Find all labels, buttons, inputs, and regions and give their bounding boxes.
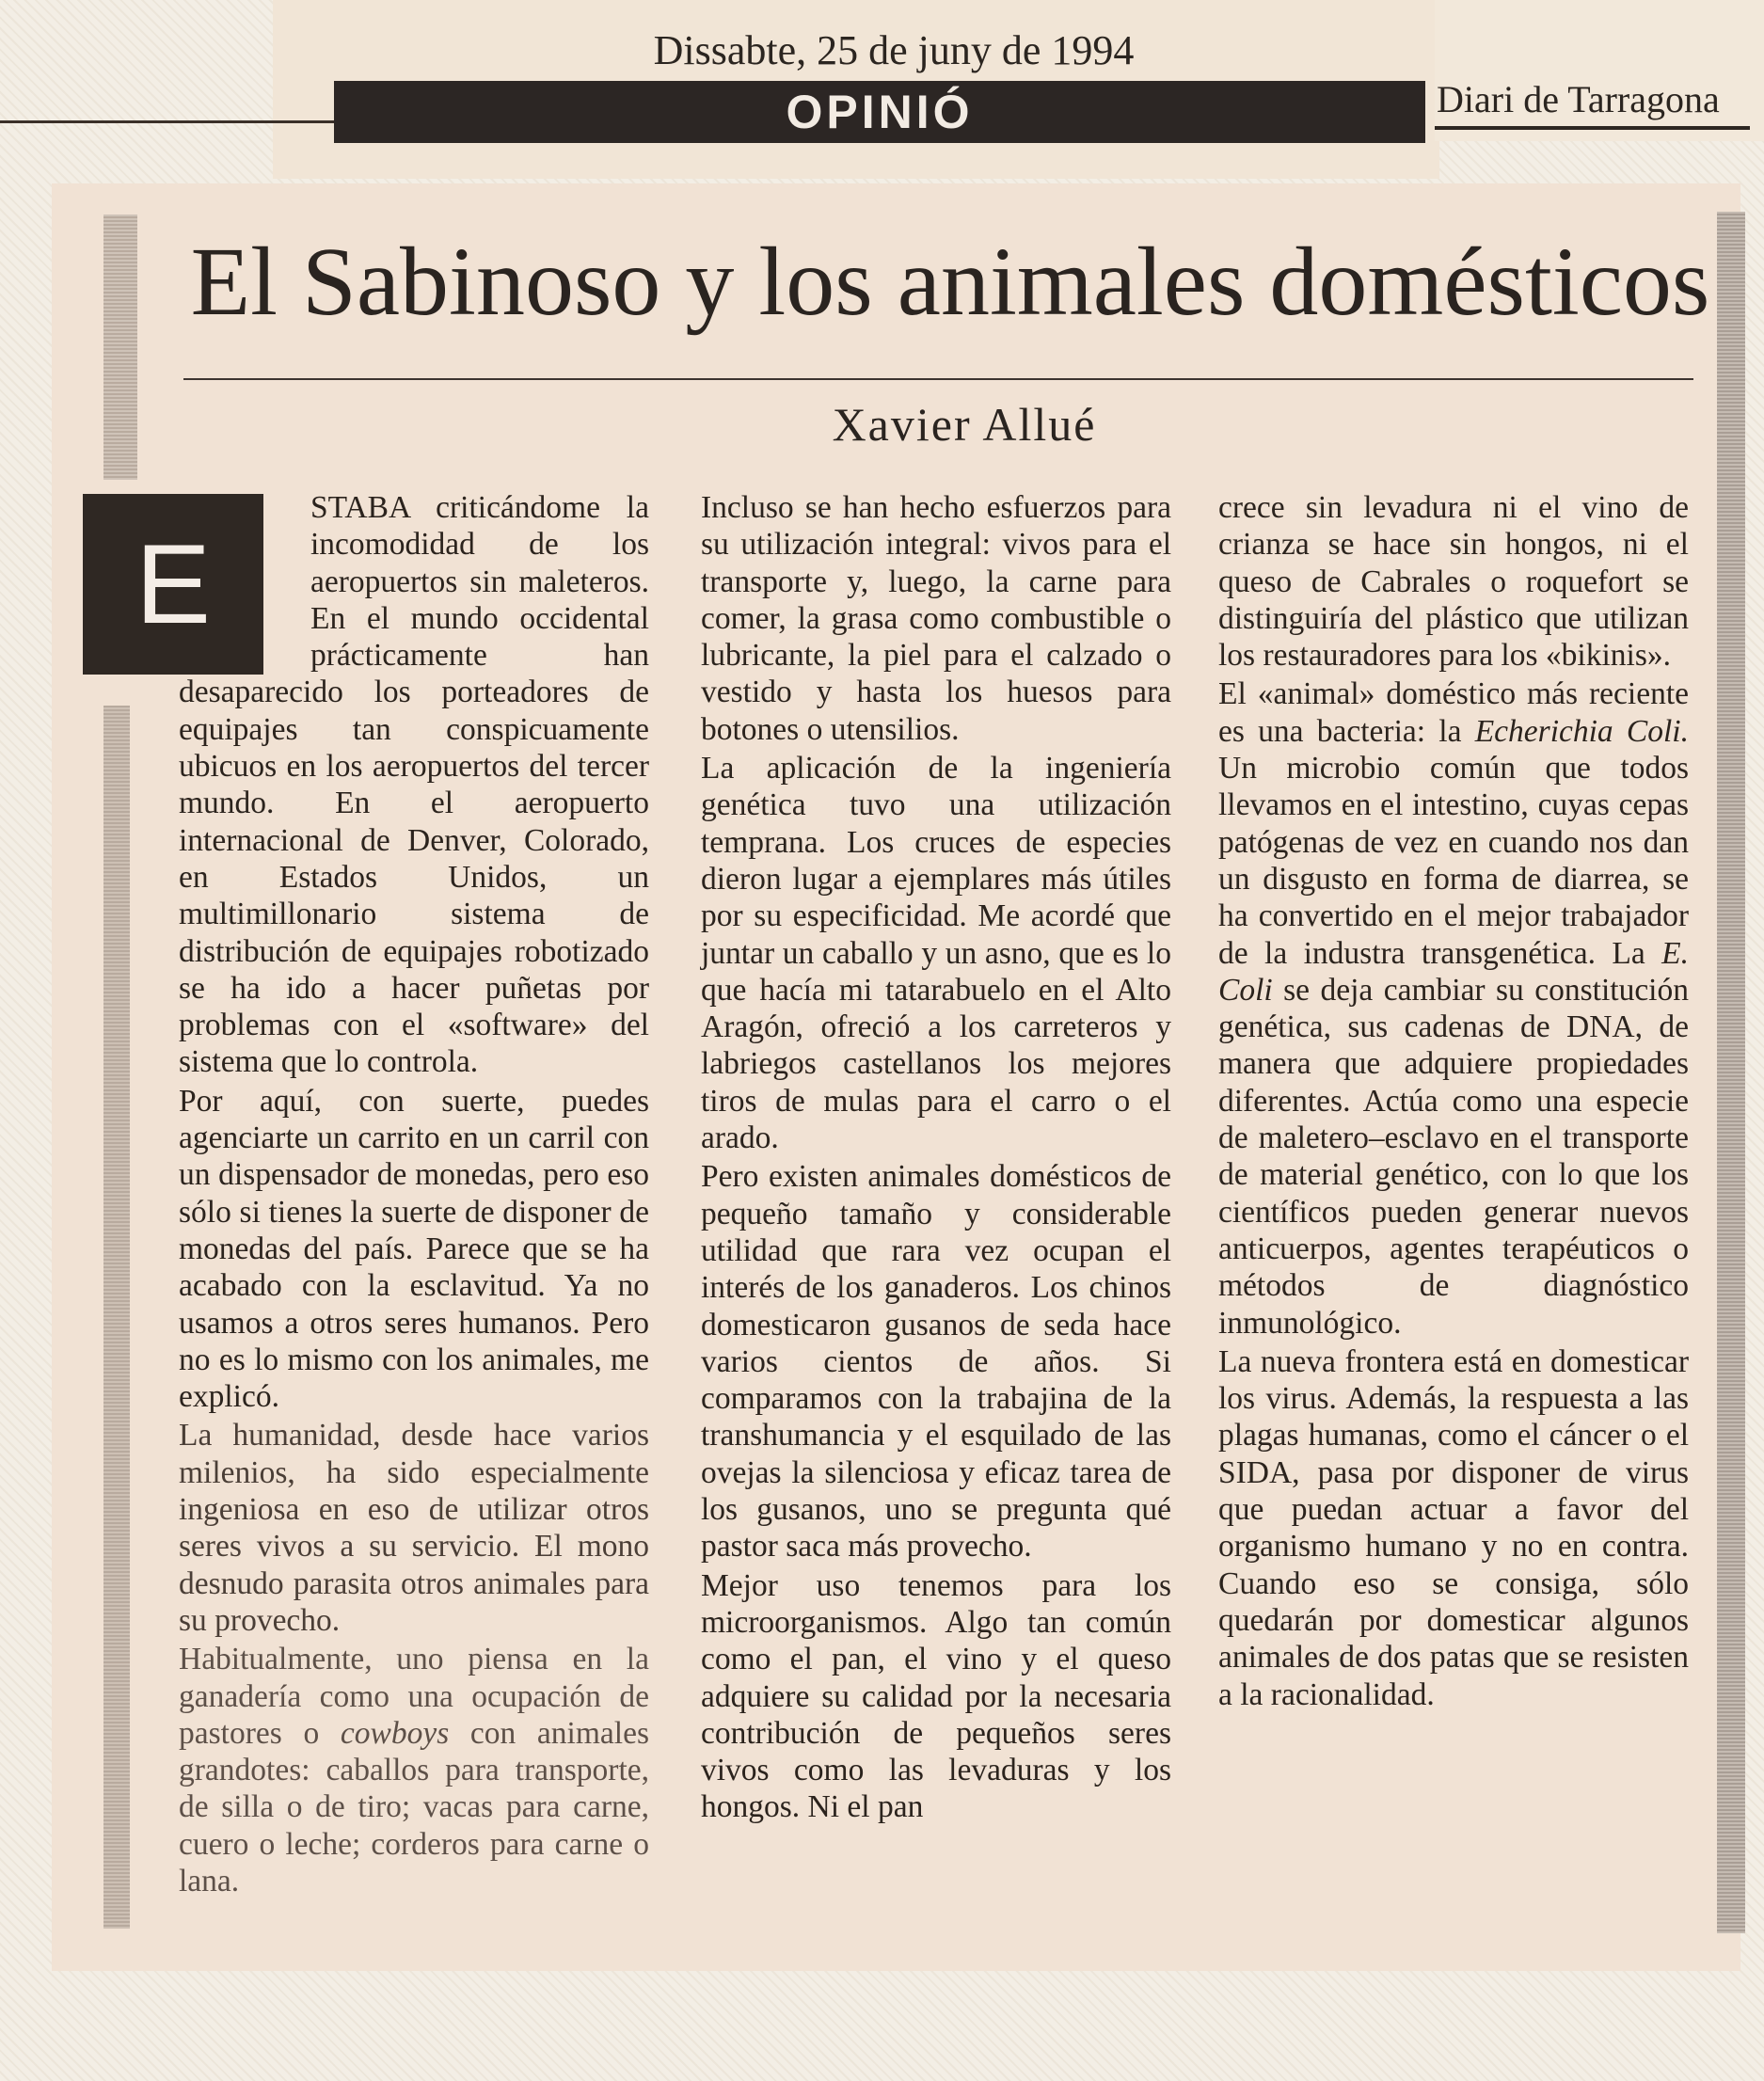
paragraph: crece sin levadura ni el vino de crianza se hace sin hongos, ni el queso de Cabrales o roquefort se distinguiría del plástico que utilizan los restauradores para los «bikinis». [1218,490,1689,674]
paragraph: La humanidad, desde hace varios milenios, ha sido especialmente ingeniosa en eso de utilizar otros seres vivos a su servicio. El mono desnudo parasita otros animales para su provecho. [179,1418,649,1638]
paragraph: Por aquí, con suerte, puedes agenciarte un carrito en un carril con un dispensador de monedas, pero eso sólo si tienes la suerte de disponer de monedas del país. Parece que se ha acabado con la esclavitud. Ya no usamos a otros seres humanos. Pero no es lo mismo con los animales, me explicó. [179,1083,649,1415]
section-banner: OPINIÓ [334,81,1425,143]
text-column-1 [179,489,649,1899]
newspaper-name: Diari de Tarragona [1437,78,1720,120]
text-run: con animales grandotes: caballos para transporte, de silla o de tiro; vacas para carne, cuero o leche; corderos para carne o lana. [179,1715,649,1898]
paragraph: La nueva frontera está en domesticar los virus. Además, la respuesta a las plagas humanas, como el cáncer o el SIDA, pasa por disponer de virus que puedan actuar a favor del organismo humano y no en contra. Cuando eso se consiga, sólo quedarán por domesticar algunos animales de dos patas que se resisten a la racionalidad. [1218,1343,1689,1712]
paragraph [1218,675,1689,1341]
paragraph: STABA criticándome la incomodidad de los aeropuertos sin maleteros. En el mundo occidental prácticamente han desaparecido los porteadores de equipajes tan conspicuamente ubicuos en los aeropuertos del tercer mundo. En el aeropuerto internacional de Denver, Colorado, en Estados Unidos, un multimillonario sistema de distribución de equipajes robotizado se ha ido a hacer puñetas por problemas con el «software» del sistema que lo controla. [179,490,649,1080]
article-author: Xavier Allué [832,398,1097,451]
italic-term: Echerichia Coli. [1474,713,1689,749]
article-title: El Sabinoso y los animales domésticos [190,228,1710,336]
newspaper-rule [1435,126,1750,130]
text-column-2 [701,489,1171,1826]
italic-term: cowboys [340,1715,450,1751]
paragraph: La aplicación de la ingeniería genética tuvo una utilización temprana. Los cruces de especies dieron lugar a ejemplares más útiles por su especificidad. Me acordé que juntar un caballo y un asno, que es lo que hacía mi tatarabuelo en el Alto Aragón, ofreció a los carreteros y labriegos castellanos los mejores tiros de mulas para el carro o el arado. [701,751,1171,1156]
paragraph: Incluso se han hecho esfuerzos para su utilización integral: vivos para el transporte y, luego, la carne para comer, la grasa como combustible o lubricante, la piel para el calzado o vestido y hasta los huesos para botones o utensilios. [701,490,1171,747]
paragraph [179,1641,649,1899]
title-rule [183,378,1693,380]
scan-edge-strip-left-top [103,214,137,480]
dropcap-space [179,489,310,673]
issue-date: Dissabte, 25 de juny de 1994 [653,27,1135,73]
scan-edge-strip-left [103,706,130,1929]
text-run: El «animal» doméstico más reciente es una bacteria: la [1218,676,1689,749]
text-column-3 [1218,489,1689,1713]
text-run: Habitualmente, uno piensa en la ganadería como una ocupación de pastores o [179,1642,649,1751]
text-run: Un microbio común que todos llevamos en el intestino, cuyas cepas patógenas de vez en cuando nos dan un disgusto en forma de diarrea, se ha convertido en el mejor trabajador de la industra transgenética. La [1218,751,1689,971]
text-run: se deja cambiar su constitución genética, sus cadenas de DNA, de manera que adquiere propiedades diferentes. Actúa como una especie de maletero–esclavo en el transporte de material genético, con lo que los científicos pueden generar nuevos anticuerpos, agentes terapéuticos o métodos de diagnóstico inmunológico. [1218,972,1689,1341]
italic-term: E. Coli [1218,935,1689,1008]
paragraph: Mejor uso tenemos para los microorganismos. Algo tan común como el pan, el vino y el queso adquiere su calidad por la necesaria contribución de pequeños seres vivos como las levaduras y los hongos. Ni el pan [701,1567,1171,1825]
header-rule-left [0,120,339,123]
paragraph: Pero existen animales domésticos de pequeño tamaño y considerable utilidad que rara vez ocupan el interés de los ganaderos. Los chinos domesticaron gusanos de seda hace varios cientos de años. Si comparamos con la trabajina de la transhumancia y el esquilado de las ovejas la silenciosa y eficaz tarea de los gusanos, uno se pregunta qué pastor saca más provecho. [701,1159,1171,1565]
scan-edge-strip-right [1717,212,1745,1933]
dropcap-letter: E [83,494,263,675]
